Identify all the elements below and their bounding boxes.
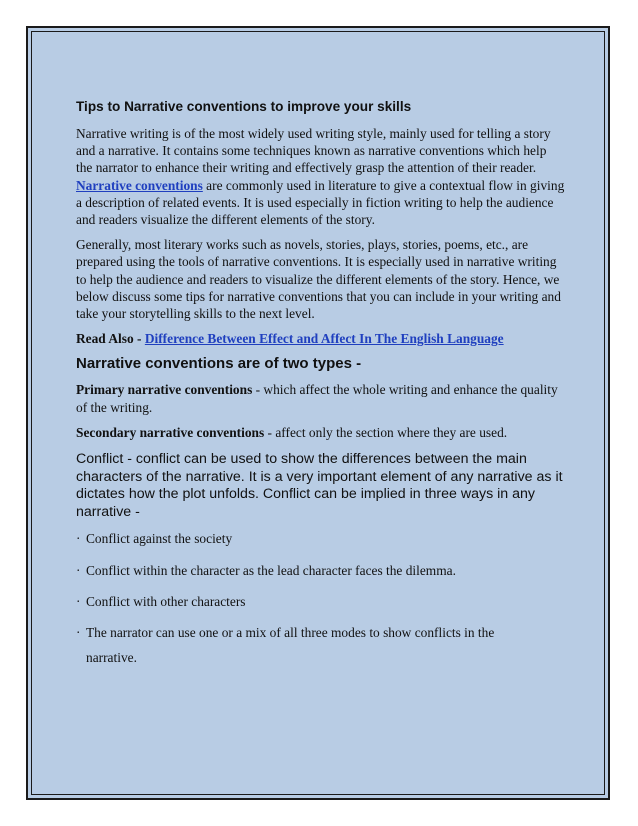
types-heading: Narrative conventions are of two types - [76, 355, 362, 373]
read-also-line [76, 330, 566, 347]
conflict-paragraph: Conflict - conflict can be used to show the differences between the main characters of the narrative. It is a very important element of any narrative as it dictates how the plot unfolds. Conflict can be implied in three ways in any narrative - [76, 451, 563, 520]
list-item-text: Conflict with other characters [86, 593, 246, 609]
list-item [76, 562, 566, 579]
read-also-label: Read Also - [76, 331, 145, 347]
bullet-dot-icon: · [76, 531, 81, 547]
primary-text: - which affect the whole writing and enhance the quality of the writing. [76, 382, 558, 415]
document-body [76, 98, 566, 666]
effect-affect-link[interactable]: Difference Between Effect and Affect In The English Language [144, 331, 504, 347]
list-item [76, 530, 566, 547]
list-item-text: Conflict against the society [86, 531, 233, 547]
primary-conventions-paragraph [76, 381, 566, 415]
paragraph-literary-works: Generally, most literary works such as novels, stories, plays, stories, poems, etc., are prepared using the tools of narrative conventions. It is especially used in narrative writing to help the audience and readers to visualize the different elements of the story. Hence, we below discuss some tips for narrative conventions that you can include in your writing and take your storytelling skills to the next level. [76, 237, 561, 322]
list-item-text: The narrator can use one or a mix of all three modes to show conflicts in the [86, 625, 495, 641]
narrative-conventions-link[interactable]: Narrative conventions [76, 177, 203, 193]
secondary-text: - affect only the section where they are used. [264, 424, 508, 440]
primary-term: Primary narrative conventions [76, 382, 253, 398]
intro-paragraph [76, 125, 566, 228]
intro-text-before: Narrative writing is of the most widely used writing style, mainly used for telling a story and a narrative. It contains some techniques known as narrative conventions which help the narrator to enhance their writing and effectively grasp the attention of their reader. [76, 126, 551, 176]
list-item [76, 624, 566, 641]
bullet-dot-icon: · [76, 562, 81, 578]
document-title: Tips to Narrative conventions to improve your skills [76, 99, 412, 114]
intro-text-after: are commonly used in literature to give a contextual flow in giving a description of related events. It is used especially in fiction writing to help the audience and readers visualize the different elements of the story. [76, 177, 565, 228]
bullet-dot-icon: · [76, 625, 81, 641]
list-item [76, 593, 566, 610]
secondary-conventions-paragraph [76, 424, 566, 441]
list-item-text: Conflict within the character as the lead character faces the dilemma. [86, 562, 456, 578]
bullet-dot-icon: · [76, 593, 81, 609]
list-item-continuation: narrative. [86, 650, 137, 666]
secondary-term: Secondary narrative conventions [76, 424, 265, 440]
